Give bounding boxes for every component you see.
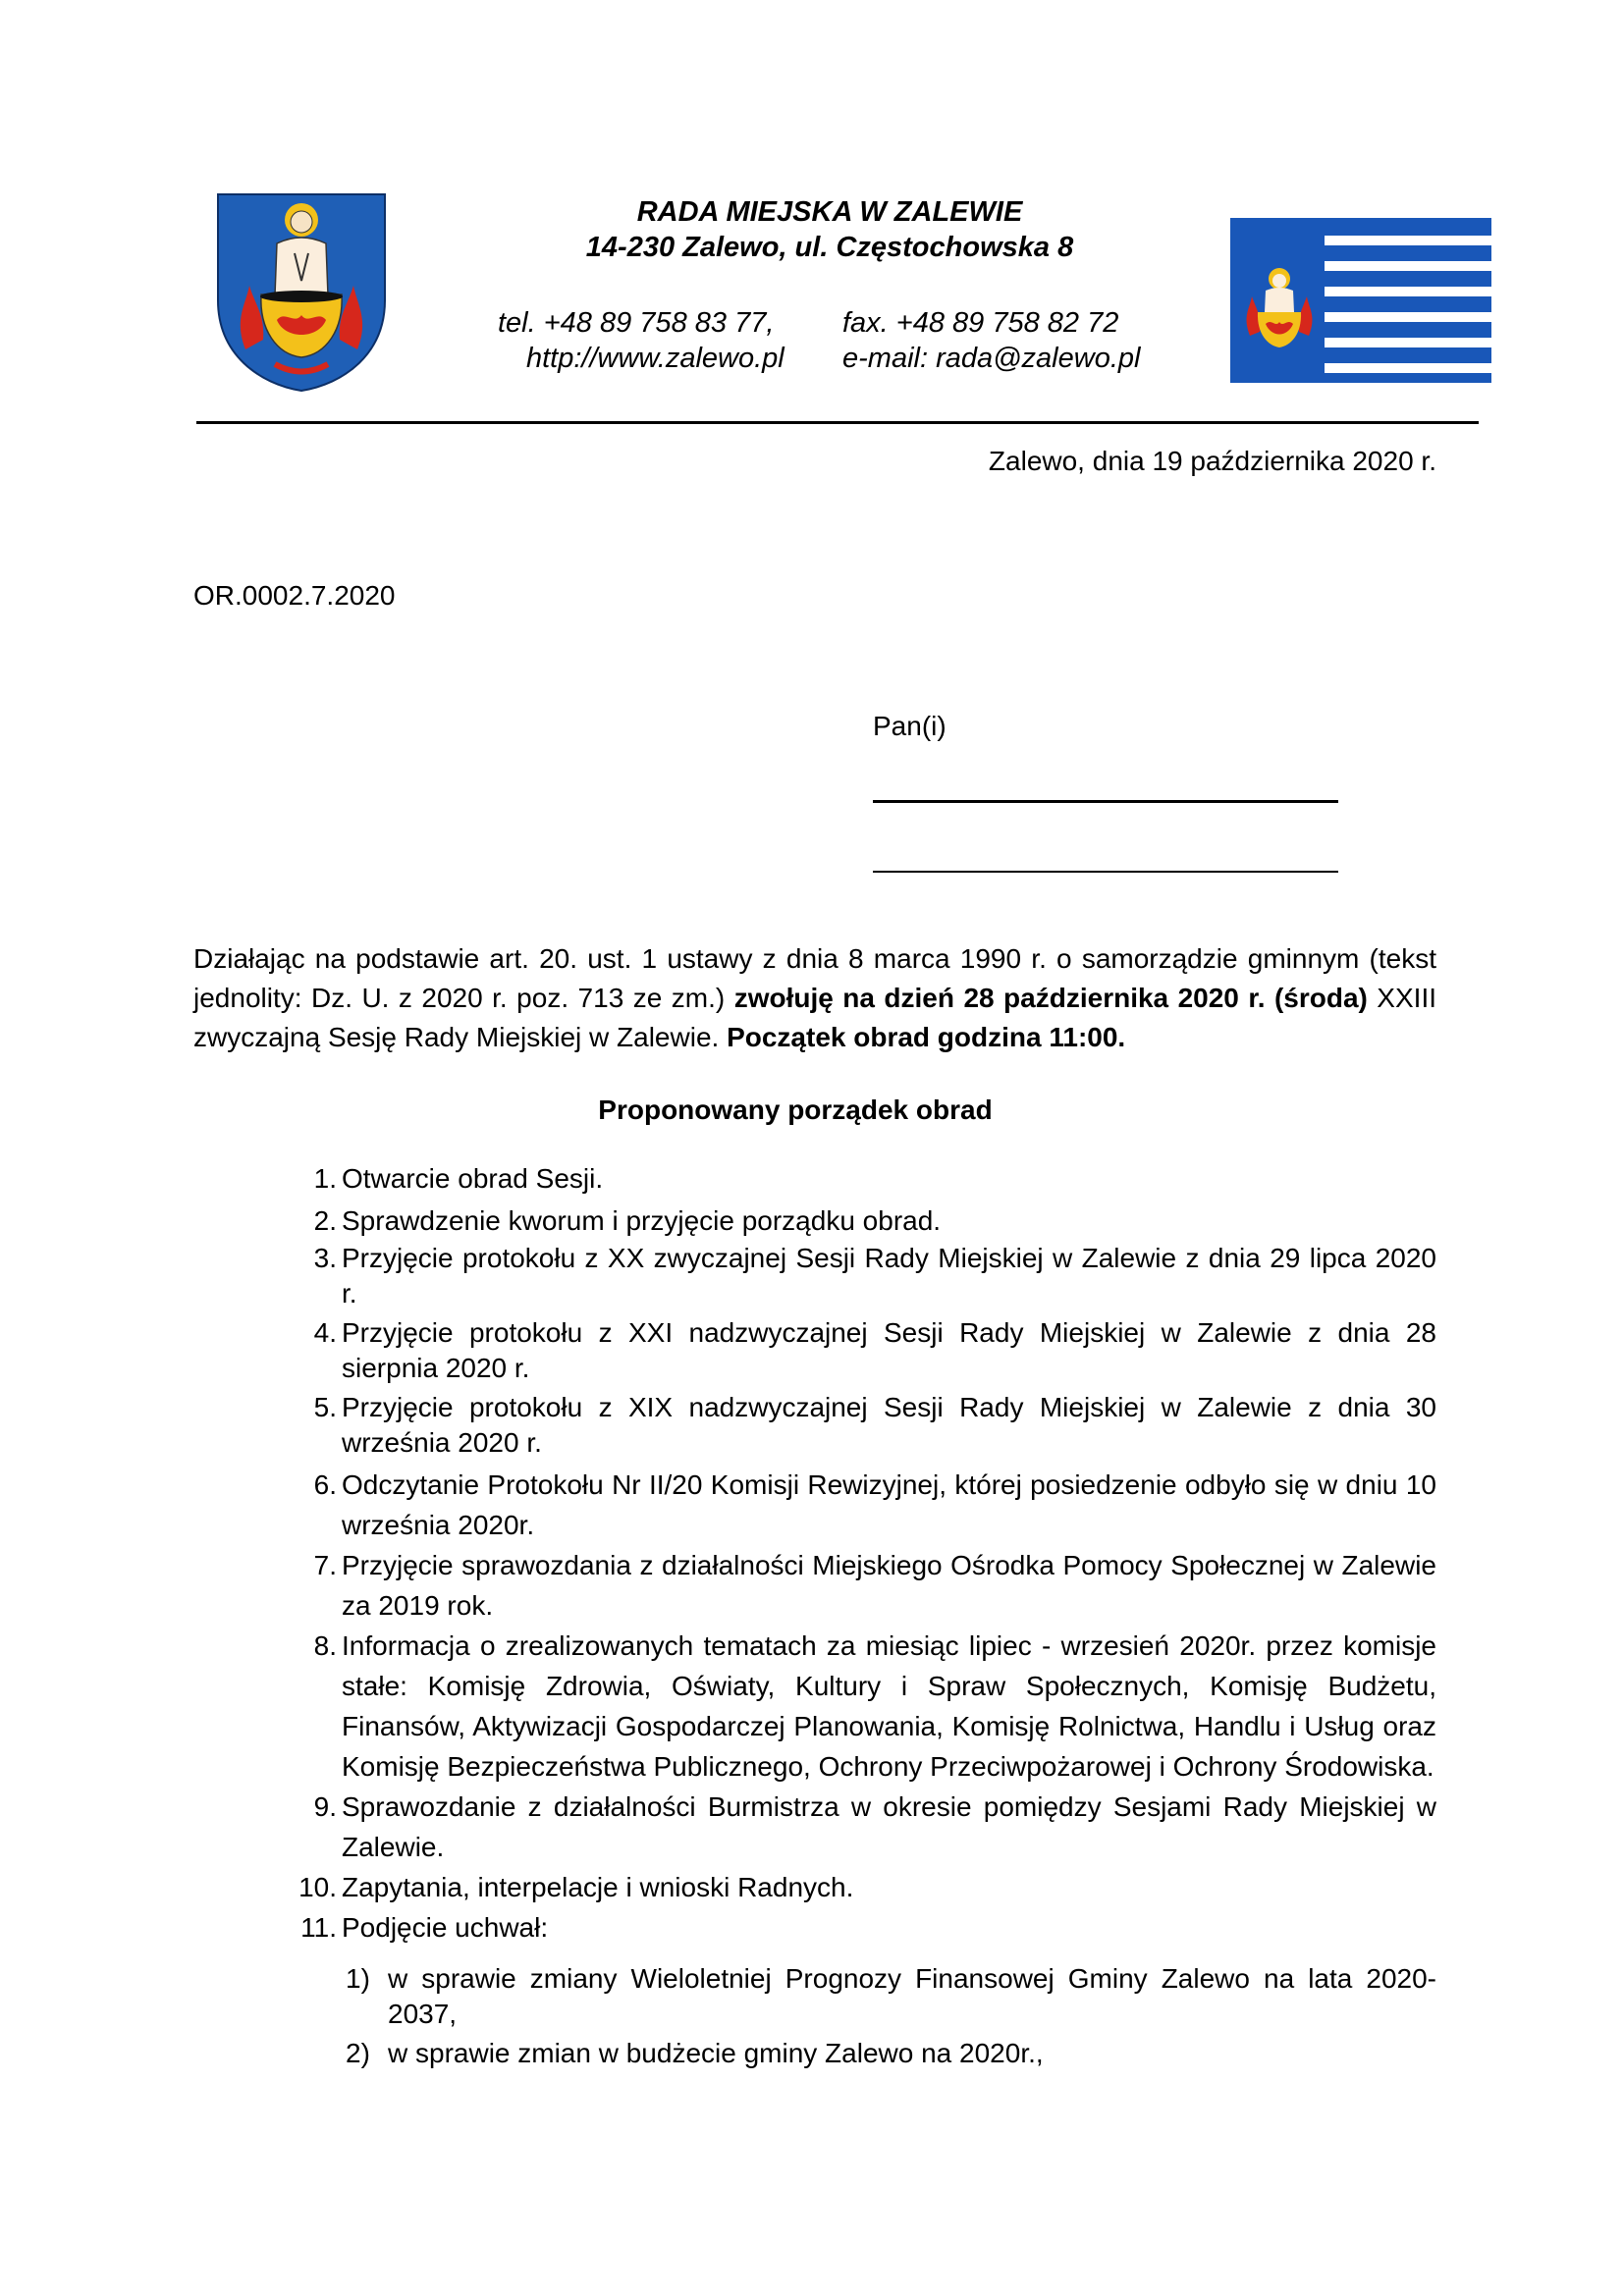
council-email-link[interactable]: e-mail: rada@zalewo.pl — [842, 343, 1141, 374]
addressee-line — [873, 871, 1338, 873]
town-flag-icon — [1230, 218, 1491, 383]
resolution-item-text: w sprawie zmiany Wieloletniej Prognozy Finansowej Gminy Zalewo na lata 2020- 2037, — [388, 1963, 1436, 2029]
coat-of-arms-icon — [216, 192, 387, 393]
agenda-item-text: Otwarcie obrad Sesji. — [342, 1163, 604, 1194]
agenda-item-number: 6. — [313, 1469, 337, 1500]
agenda-item-text: Informacja o zrealizowanych tematach za miesiąc lipiec - wrzesień 2020r. przez komisje stałe: Komisję Zdrowia, Oświaty, Kultury i Spraw Społecznych, Komisję Budżetu, Finansów, Aktywizacji Gospodarczej Planowania, Komisję Rolnictwa, Handlu i Usług oraz Komisję Bezpieczeństwa Publicznego, Ochrony Przeciwpożarowej i Ochrony Środowiska. — [342, 1630, 1436, 1782]
agenda-item — [292, 1626, 1436, 1787]
convocation-paragraph — [193, 939, 1436, 1057]
agenda-item-number: 7. — [313, 1550, 337, 1580]
agenda-item — [292, 1867, 1436, 1907]
addressee-label: Pan(i) — [873, 711, 947, 741]
agenda-item-text: Podjęcie uchwał: — [342, 1912, 549, 1943]
agenda-item-number: 2. — [313, 1205, 337, 1236]
agenda-item — [292, 1465, 1436, 1545]
agenda-item-text: Sprawozdanie z działalności Burmistrza w okresie pomiędzy Sesjami Rady Miejskiej w Zalewie. — [342, 1791, 1436, 1862]
agenda-item — [292, 1907, 1436, 2071]
agenda-list — [292, 1158, 1436, 2071]
agenda-item-number: 8. — [313, 1630, 337, 1661]
agenda-item — [292, 1158, 1436, 1199]
council-website-link[interactable]: http://www.zalewo.pl — [526, 343, 784, 374]
agenda-item — [292, 1390, 1436, 1461]
agenda-item-number: 11. — [300, 1912, 337, 1943]
agenda-item — [292, 1201, 1436, 1241]
paragraph-text: XXIII zwyczajną Sesję Rady Miejskiej w Zalewie. — [193, 983, 1437, 1052]
resolution-item-number: 1) — [346, 1963, 370, 1994]
header-divider — [196, 421, 1479, 424]
agenda-item-text: Przyjęcie protokołu z XX zwyczajnej Sesji Rady Miejskiej w Zalewie z dnia 29 lipca 2020 r. — [342, 1243, 1436, 1308]
resolution-list — [342, 1961, 1436, 2071]
resolution-item — [346, 1961, 1436, 2032]
resolution-item-text: w sprawie zmian w budżecie gminy Zalewo na 2020r., — [388, 2038, 1044, 2068]
council-address: 14-230 Zalewo, ul. Częstochowska 8 — [585, 232, 1074, 263]
agenda-item-text: Przyjęcie protokołu z XXI nadzwyczajnej Sesji Rady Miejskiej w Zalewie z dnia 28 sierpnia 2020 r. — [342, 1317, 1436, 1383]
resolution-item — [346, 2036, 1436, 2071]
council-name: RADA MIEJSKA W ZALEWIE — [636, 196, 1023, 228]
agenda-item-number: 5. — [313, 1392, 337, 1422]
paragraph-text: Działając na podstawie art. 20. ust. 1 ustawy z dnia 8 marca 1990 r. o samorządzie gminnym (tekst jednolity: Dz. U. z 2020 r. poz. 713 ze zm.) — [193, 943, 1436, 1013]
agenda-item-text: Zapytania, interpelacje i wnioski Radnych. — [342, 1872, 854, 1902]
agenda-item — [292, 1241, 1436, 1311]
agenda-item-number: 9. — [313, 1791, 337, 1822]
agenda-item-number: 4. — [313, 1317, 337, 1348]
council-fax: fax. +48 89 758 82 72 — [842, 307, 1119, 339]
agenda-item-text: Przyjęcie sprawozdania z działalności Miejskiego Ośrodka Pomocy Społecznej w Zalewie za 2019 rok. — [342, 1550, 1436, 1621]
agenda-item-number: 10. — [298, 1872, 337, 1902]
session-date: zwołuję na dzień 28 października 2020 r. (środa) — [733, 983, 1368, 1013]
agenda-item — [292, 1315, 1436, 1386]
agenda-item-number: 1. — [313, 1163, 337, 1194]
council-phone: tel. +48 89 758 83 77, — [498, 307, 775, 339]
agenda-item-text: Przyjęcie protokołu z XIX nadzwyczajnej Sesji Rady Miejskiej w Zalewie z dnia 30 września 2020 r. — [342, 1392, 1436, 1458]
addressee-line — [873, 800, 1338, 803]
start-time: Początek obrad godzina 11:00. — [727, 1022, 1126, 1052]
agenda-item-number: 3. — [313, 1243, 337, 1273]
agenda-item — [292, 1545, 1436, 1626]
agenda-item — [292, 1787, 1436, 1867]
reference-number: OR.0002.7.2020 — [193, 580, 396, 611]
agenda-item-text: Odczytanie Protokołu Nr II/20 Komisji Rewizyjnej, której posiedzenie odbyło się w dniu 10 września 2020r. — [342, 1469, 1436, 1540]
resolution-item-number: 2) — [346, 2038, 370, 2068]
agenda-title: Proponowany porządek obrad — [598, 1095, 993, 1125]
document-date: Zalewo, dnia 19 października 2020 r. — [988, 446, 1436, 476]
agenda-item-text: Sprawdzenie kworum i przyjęcie porządku obrad. — [342, 1205, 942, 1236]
